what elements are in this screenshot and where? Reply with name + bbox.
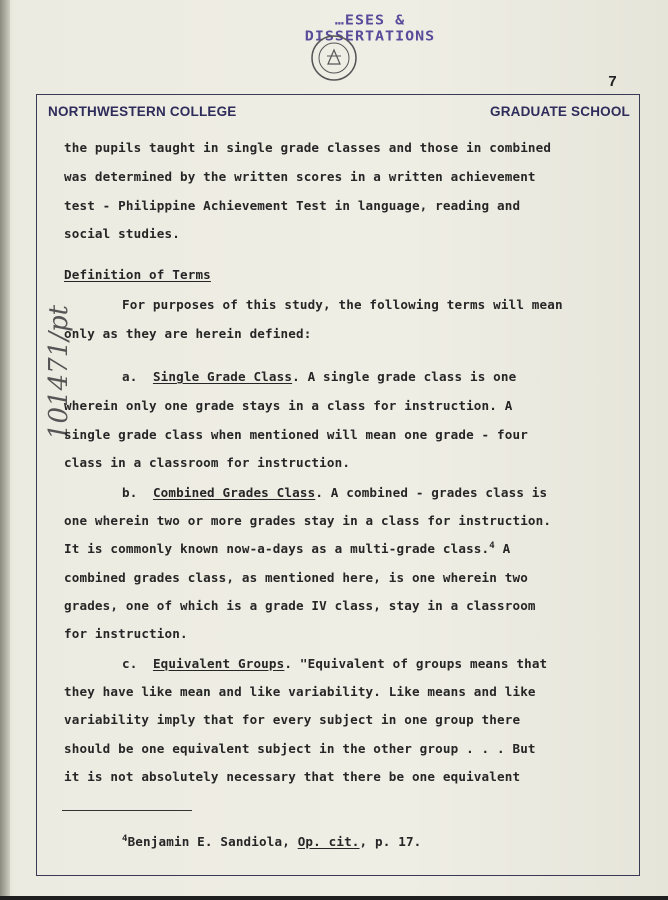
term-b-line <box>122 485 547 500</box>
header-college: NORTHWESTERN COLLEGE <box>48 104 237 119</box>
body-line: only as they are herein defined: <box>64 326 312 341</box>
body-line: social studies. <box>64 226 180 241</box>
body-line: test - Philippine Achievement Test in language, reading and <box>64 198 521 213</box>
term-c-marker: c. <box>122 656 138 671</box>
body-text: It is commonly known now-a-days as a multi-grade class. <box>64 541 490 556</box>
term-b-text: . A combined - grades class is <box>315 485 548 500</box>
body-line: single grade class when mentioned will mean one grade - four <box>64 427 528 442</box>
body-line <box>64 541 510 556</box>
footnote-ref: 4 <box>489 540 495 551</box>
body-line: the pupils taught in single grade classes and those in combined <box>64 140 552 155</box>
footnote-page: , p. 17. <box>359 834 422 849</box>
term-c-text: . "Equivalent of groups means that <box>284 656 548 671</box>
body-line: variability imply that for every subject in one group there <box>64 712 521 727</box>
college-seal-icon <box>310 34 358 82</box>
term-a-title: Single Grade Class <box>152 369 293 384</box>
handwritten-margin-note: 101471/pt <box>44 304 74 440</box>
body-line: was determined by the written scores in a written achievement <box>64 169 536 184</box>
footnote-rule <box>62 810 192 811</box>
footnote-number: 4 <box>122 833 128 844</box>
term-c-line <box>122 656 547 671</box>
body-line: for instruction. <box>64 626 188 641</box>
body-line: class in a classroom for instruction. <box>64 455 351 470</box>
footnote <box>122 834 421 849</box>
page-number: 7 <box>608 74 618 91</box>
header-school: GRADUATE SCHOOL <box>490 104 630 119</box>
term-b-marker: b. <box>122 485 138 500</box>
body-line: grades, one of which is a grade IV class, stay in a classroom <box>64 598 536 613</box>
body-line: For purposes of this study, the following terms will mean <box>122 297 563 312</box>
term-b-title: Combined Grades Class <box>152 485 316 500</box>
body-line: combined grades class, as mentioned here, is one wherein two <box>64 570 528 585</box>
term-a-marker: a. <box>122 369 138 384</box>
body-line: they have like mean and like variability. Like means and like <box>64 684 536 699</box>
library-stamp: …ESES & DISSERTATIONS <box>304 11 436 45</box>
body-line: wherein only one grade stays in a class for instruction. A <box>64 398 513 413</box>
body-line: it is not absolutely necessary that there be one equivalent <box>64 769 521 784</box>
section-heading: Definition of Terms <box>64 267 211 282</box>
term-a-text: . A single grade class is one <box>292 369 517 384</box>
footnote-author: Benjamin E. Sandiola, <box>127 834 298 849</box>
binding-edge <box>0 0 10 896</box>
body-line: should be one equivalent subject in the other group . . . But <box>64 741 536 756</box>
footnote-cite: Op. cit. <box>297 834 360 849</box>
body-text: A <box>494 541 511 556</box>
term-c-title: Equivalent Groups <box>152 656 285 671</box>
body-line: one wherein two or more grades stay in a class for instruction. <box>64 513 552 528</box>
term-a-line <box>122 369 516 384</box>
